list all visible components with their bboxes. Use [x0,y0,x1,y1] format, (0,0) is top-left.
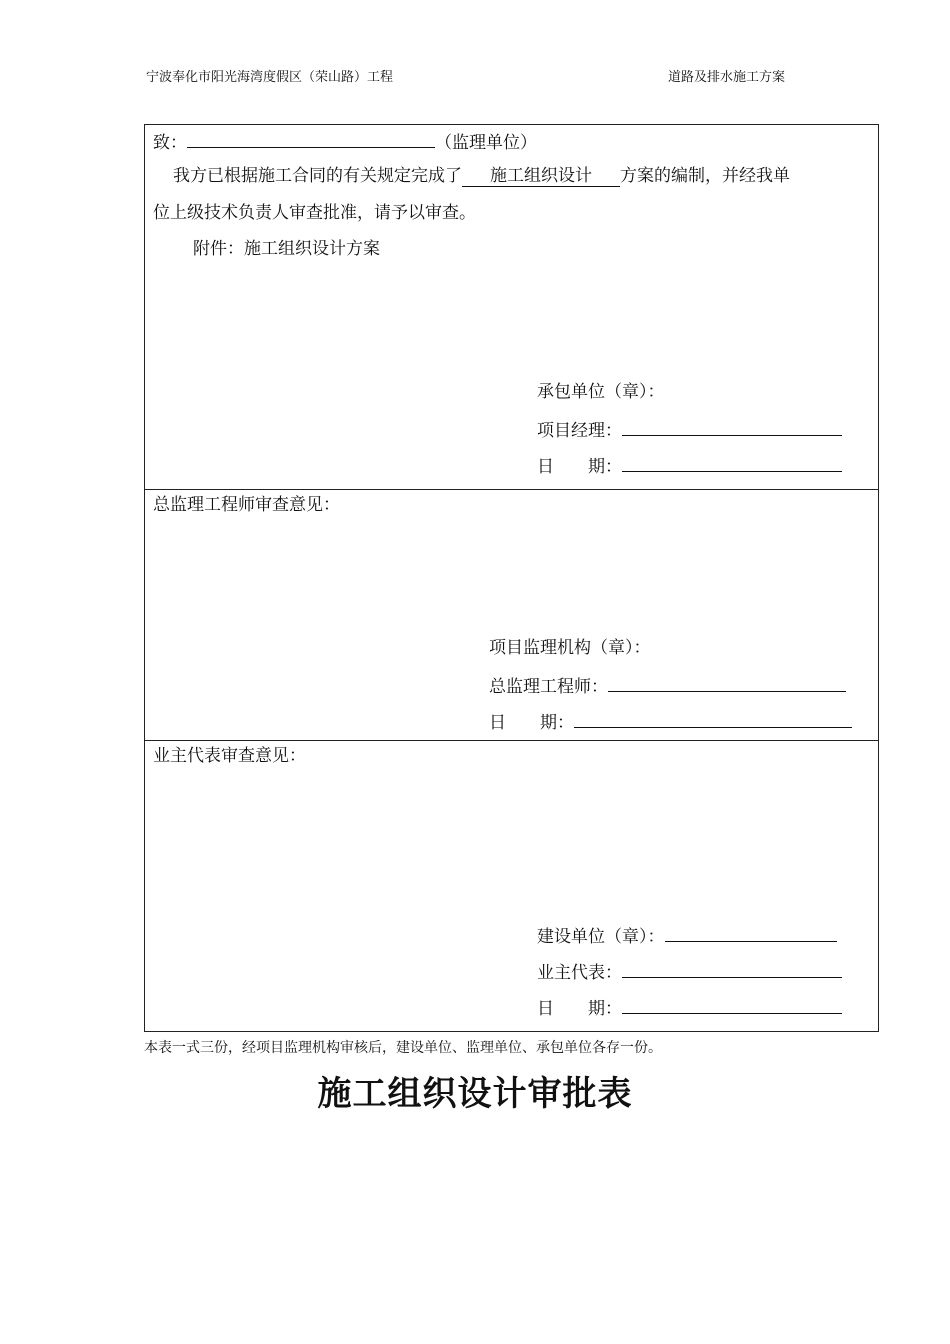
document-title: 施工组织设计审批表 [317,1074,633,1114]
owner-rep-blank[interactable] [622,959,842,978]
submission-text-line1: 我方已根据施工合同的有关规定完成了 施工组织设计 方案的编制，并经我单 [173,166,790,186]
supervisor-date-blank[interactable] [574,709,852,728]
to-label: 致： [153,133,187,153]
submission-text-line2: 位上级技术负责人审查批准，请予以审查。 [153,203,476,223]
addressee-line [153,129,537,154]
contractor-date-blank[interactable] [622,453,842,472]
chief-supervisor-opinion-heading: 总监理工程师审查意见： [153,495,340,515]
owner-date-blank[interactable] [622,995,842,1014]
project-manager-line: 项目经理： [537,417,842,442]
owner-date-line: 日 期： [537,995,842,1020]
form-footnote: 本表一式三份，经项目监理机构审核后，建设单位、监理单位、承包单位各存一份。 [144,1040,662,1056]
owner-rep-line: 业主代表： [537,959,842,984]
attachment-line: 附件：施工组织设计方案 [193,239,380,259]
header-project-name: 宁波奉化市阳光海湾度假区（荣山路）工程 [146,70,394,85]
header-document-name: 道路及排水施工方案 [668,70,786,85]
contractor-seal-label: 承包单位（章）： [537,382,665,402]
supervision-org-seal-label: 项目监理机构（章）： [489,638,651,658]
owner-review-section [145,740,878,1033]
approval-form-table [144,124,879,1032]
plan-name-fill: 施工组织设计 [462,166,620,187]
contractor-submission-section [145,125,878,488]
contractor-date-line: 日 期： [537,453,842,478]
supervisor-date-line: 日 期： [489,709,852,734]
owner-opinion-heading: 业主代表审查意见： [153,746,306,766]
chief-supervisor-review-section [145,489,878,741]
chief-supervisor-blank[interactable] [608,673,846,692]
owner-unit-blank[interactable] [665,923,837,942]
chief-supervisor-line: 总监理工程师： [489,673,846,698]
project-manager-blank[interactable] [622,417,842,436]
supervisor-unit-blank[interactable] [187,129,435,148]
to-suffix: （监理单位） [435,133,537,153]
owner-unit-line: 建设单位（章）： [537,923,837,948]
